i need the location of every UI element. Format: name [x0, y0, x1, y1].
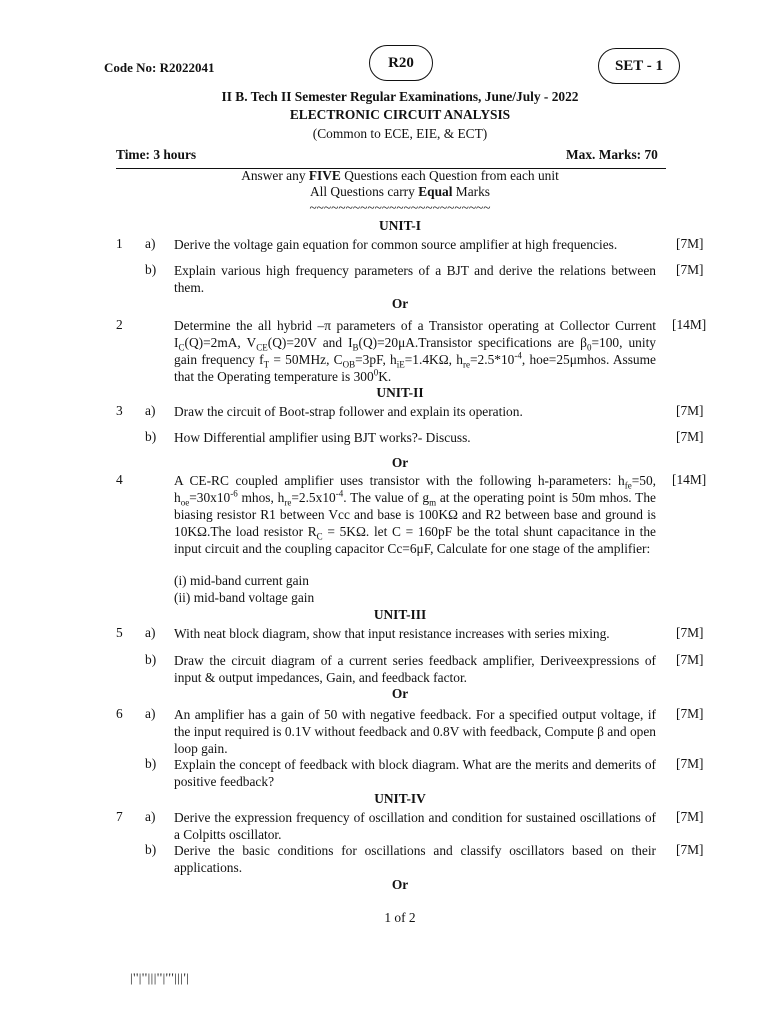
question-text: Draw the circuit diagram of a current series feedback amplifier, Deriveexpressions of input & output impedances, Gain, and feedback factor. — [174, 653, 656, 685]
marks-label: [7M] — [676, 625, 704, 640]
question-text: Derive the basic conditions for oscillations and classify oscillators based on their applications. — [174, 843, 656, 875]
sub-label: b) — [145, 262, 157, 277]
unit-heading-1: UNIT-I — [379, 218, 421, 233]
or-separator: Or — [391, 296, 409, 311]
question-subpart: (i) mid-band current gain — [174, 573, 309, 588]
sub-label: a) — [145, 403, 156, 418]
page-number: 1 of 2 — [384, 910, 416, 925]
question-number: 6 — [116, 706, 123, 721]
question-text: With neat block diagram, show that input resistance increases with series mixing. — [174, 626, 610, 641]
question-number: 3 — [116, 403, 123, 418]
marks-label: [7M] — [676, 403, 704, 418]
regulation-badge: R20 — [369, 45, 433, 81]
or-separator: Or — [391, 877, 409, 892]
marks-label: [7M] — [676, 429, 704, 444]
question-number: 7 — [116, 809, 123, 824]
instruction-line-1: Answer any FIVE Questions each Question from each unit — [241, 168, 559, 183]
sub-label: a) — [145, 625, 156, 640]
question-text: Explain various high frequency parameters of a BJT and derive the relations between them. — [174, 263, 656, 295]
barcode: |''|''|||''|'''|||'| — [130, 970, 190, 985]
question-text: Determine the all hybrid –π parameters of a Transistor operating at Collector Current $I_C(Q)=2mA$, $V_{CE}(Q)=20V$ and $I_B(Q)=20\mu A.Transistor$ specifications are $\beta_0=100$, unity gain frequency $f_T = 50MHz$, $C_{OB}=3pF$, $h_{iE}=1.4K\Omega$, $h_{re}=2.5*10^{-4}$, hoe=25μmhos. Assume that the Operating temperature is $300^0K$. — [174, 318, 656, 384]
code-number: Code No: R2022041 — [104, 60, 215, 75]
tilde-divider: ~~~~~~~~~~~~~~~~~~~~~~~~~ — [309, 200, 491, 215]
sub-label: a) — [145, 236, 156, 251]
question-text: Derive the voltage gain equation for common source amplifier at high frequencies. — [174, 237, 618, 252]
common-to: (Common to ECE, EIE, & ECT) — [312, 126, 488, 141]
unit-heading-2: UNIT-II — [376, 385, 424, 400]
unit-heading-3: UNIT-III — [373, 607, 427, 622]
max-marks: Max. Marks: 70 — [566, 147, 658, 162]
subject-title: ELECTRONIC CIRCUIT ANALYSIS — [289, 107, 511, 122]
question-number: 4 — [116, 472, 123, 487]
time-label: Time: 3 hours — [116, 147, 197, 162]
sub-label: a) — [145, 809, 156, 824]
question-text: Draw the circuit of Boot-strap follower and explain its operation. — [174, 404, 523, 419]
marks-label: [14M] — [672, 472, 707, 487]
marks-label: [7M] — [676, 809, 704, 824]
question-number: 2 — [116, 317, 123, 332]
question-text: A CE-RC coupled amplifier uses transistor with the following h-parameters: $h_{fe}=50$, $h_{oe}=30x10^{-6}$ mhos, $h_{re}=2.5x10^{-4}$. The value of $g_m$ at the operating point is 50m mhos. The biasing resistor R1 between Vcc and base is 100KΩ and R2 between base and ground is 10KΩ.The load resistor $R_C = 5K\Omega$. let C = 160pF be the total shunt capacitance in the input circuit and the coupling capacitor Cc=6μF, Calculate for one stage of the amplifier: — [174, 473, 656, 556]
marks-label: [7M] — [676, 262, 704, 277]
marks-label: [14M] — [672, 317, 707, 332]
question-number: 1 — [116, 236, 123, 251]
marks-label: [7M] — [676, 842, 704, 857]
sub-label: b) — [145, 842, 157, 857]
marks-label: [7M] — [676, 652, 704, 667]
unit-heading-4: UNIT-IV — [374, 791, 426, 806]
question-number: 5 — [116, 625, 123, 640]
question-text: An amplifier has a gain of 50 with negative feedback. For a specified output voltage, if the input required is 0.1V without feedback and 0.8V with feedback, Compute β and open loop gain. — [174, 707, 656, 756]
or-separator: Or — [391, 455, 409, 470]
sub-label: b) — [145, 756, 157, 771]
set-badge: SET - 1 — [598, 48, 680, 84]
exam-title: II B. Tech II Semester Regular Examinations, June/July - 2022 — [221, 89, 579, 104]
sub-label: a) — [145, 706, 156, 721]
sub-label: b) — [145, 429, 157, 444]
or-separator: Or — [391, 686, 409, 701]
marks-label: [7M] — [676, 756, 704, 771]
marks-label: [7M] — [676, 706, 704, 721]
question-text: Derive the expression frequency of oscillation and condition for sustained oscillations of a Colpitts oscillator. — [174, 810, 656, 842]
sub-label: b) — [145, 652, 157, 667]
question-text: Explain the concept of feedback with block diagram. What are the merits and demerits of positive feedback? — [174, 757, 656, 789]
question-subpart: (ii) mid-band voltage gain — [174, 590, 315, 605]
question-text: How Differential amplifier using BJT works?- Discuss. — [174, 430, 471, 445]
marks-label: [7M] — [676, 236, 704, 251]
instruction-line-2: All Questions carry Equal Marks — [309, 184, 491, 199]
